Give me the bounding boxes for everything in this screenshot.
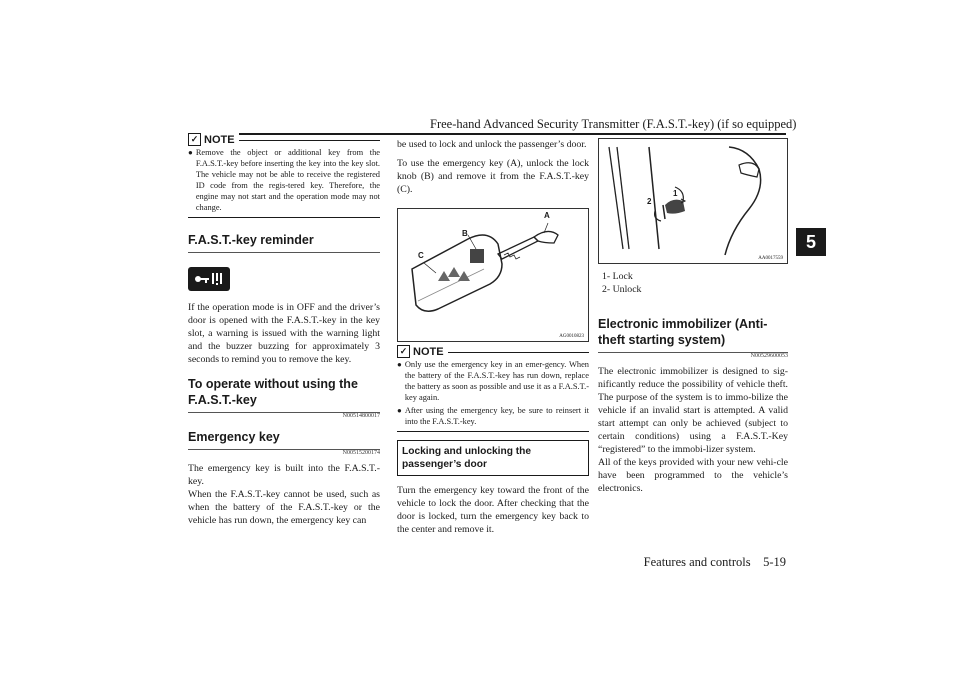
- continued-text: be used to lock and unlock the passenger’s door.: [397, 139, 587, 150]
- page-header-title: Free-hand Advanced Security Transmitter (F.A.S.T.-key) (if so equipped): [430, 117, 797, 131]
- figure-label-1: 1: [673, 189, 678, 198]
- immobilizer-code: N00529600053: [750, 353, 788, 359]
- bullet-icon: ●: [397, 405, 402, 415]
- door-lock-figure: [598, 138, 788, 264]
- figure-label-b: B: [462, 229, 468, 238]
- figure-label-c: C: [418, 251, 424, 260]
- footer-section: Features and controls: [643, 555, 751, 569]
- instruction-text: To use the emergency key (A), unlock the lock knob (B) and remove it from the F.A.S.T.-key (C).: [397, 158, 589, 195]
- figure-code: AA0017559: [758, 256, 783, 261]
- locking-text: Turn the emergency key toward the front of the vehicle to lock the door. After checking that the door is locked, turn the emergency key back to the center and remove it.: [397, 485, 589, 536]
- chapter-tab[interactable]: 5: [796, 228, 826, 256]
- header-rule: [188, 133, 786, 135]
- emergency-code: N00515200174: [342, 450, 380, 457]
- figure-label-a: A: [544, 211, 550, 220]
- immobilizer-text: The electronic immobilizer is designed to sig-nificantly reduce the possibility of vehicle theft. The purpose of the system is to immo-bilize the vehicle if an invalid start is attempted. A valid start attempt can only be achieved (subject to certain conditions) using a F.A.S.T.-Key “registered” to the immobi-lizer system. All of the keys provided with your new vehi-cle have been programmed to the vehicle’s electronics.: [598, 366, 788, 494]
- figure-code: AG0010823: [559, 334, 584, 339]
- column-2: [397, 138, 589, 536]
- check-icon: ✓: [397, 345, 410, 358]
- legend-item: 1- Lock: [602, 271, 633, 282]
- door-illustration: [599, 139, 787, 263]
- note-label: ✓ NOTE: [188, 133, 239, 146]
- note-label: ✓ NOTE: [397, 345, 448, 358]
- column-3: [598, 138, 788, 495]
- figure-label-2: 2: [647, 197, 652, 206]
- locking-heading: Locking and unlocking the passenger’s door: [397, 440, 589, 476]
- column-1: [188, 133, 380, 527]
- reminder-text: If the operation mode is in OFF and the driver’s door is opened with the F.A.S.T.-key in the key slot, a warning is issued with the warning light and the buzzer buzzing for approximately 3 seconds to remind you to remove the key.: [188, 302, 380, 366]
- fast-key-illustration: [398, 209, 588, 341]
- note-item: ● After using the emergency key, be sure to reinsert it into the F.A.S.T.-key.: [397, 405, 589, 426]
- bullet-icon: ●: [397, 360, 402, 369]
- note-box-1: [188, 133, 380, 218]
- note-item: ● Remove the object or additional key from the F.A.S.T.-key before inserting the key into the key slot. The vehicle may not be able to receive the registered ID code from the regis-tered key. Therefore, the engine may not start and the operation mode may not change.: [188, 148, 380, 212]
- note-box-2: [397, 345, 589, 432]
- operate-code: N00514800017: [342, 413, 380, 420]
- emergency-heading: Emergency key: [188, 429, 380, 450]
- key-warning-light-icon: [188, 267, 230, 291]
- page-footer: [560, 555, 786, 570]
- bullet-icon: ●: [188, 148, 193, 157]
- emergency-text: The emergency key is built into the F.A.S.T.-key. When the F.A.S.T.-key cannot be used, such as when the battery of the F.A.S.T.-key or the vehicle has run down, the emergency key can: [188, 463, 380, 527]
- reminder-heading: F.A.S.T.-key reminder: [188, 232, 380, 253]
- figure-legend: [598, 270, 788, 296]
- note-item: ● Only use the emergency key in an emer-gency. When the battery of the F.A.S.T.-key has run down, replace the battery as soon as possible and use it as a F.A.S.T.-key again.: [397, 360, 589, 402]
- footer-page-number: 5-19: [763, 555, 786, 569]
- check-icon: ✓: [188, 133, 201, 146]
- immobilizer-heading: Electronic immobilizer (Anti-theft starting system): [598, 316, 788, 353]
- operate-heading: To operate without using the F.A.S.T.-key: [188, 376, 380, 413]
- legend-item: 2- Unlock: [602, 284, 642, 295]
- fast-key-figure: [397, 208, 589, 342]
